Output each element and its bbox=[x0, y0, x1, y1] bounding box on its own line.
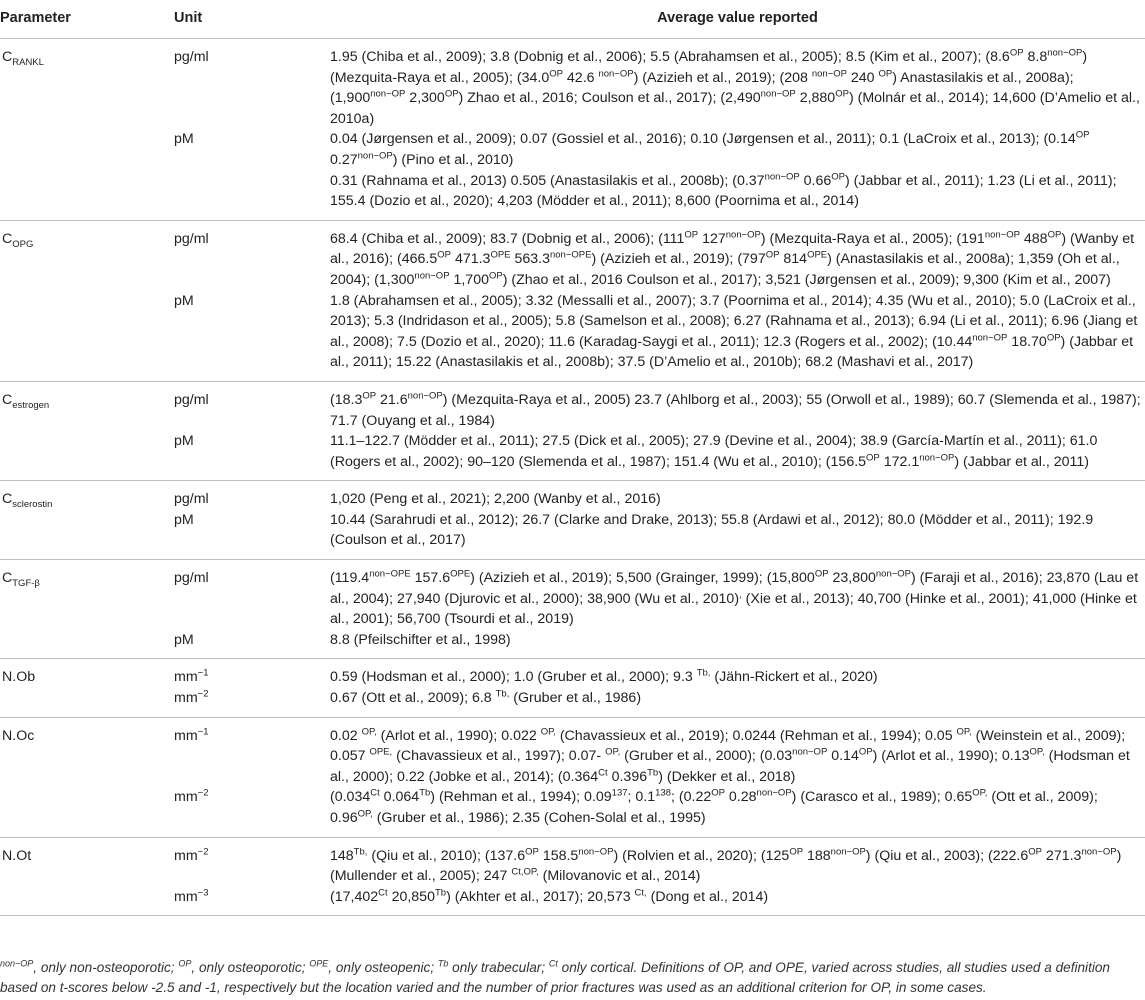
value-cell: ($18.3^{OP}$ $21.6^{non-OP}$) (Mezquita-Raya et al., 2005) 23.7 (Ahlborg et al., 2003); 55 (Orwoll et al., 1989); 60.7 (Slemenda et al., 1987); 71.7 (Ouyang et al., 1984) bbox=[330, 390, 1141, 429]
table-row bbox=[0, 659, 1145, 688]
table-row bbox=[0, 837, 1145, 887]
value-cell: 8.8 (Pfeilschifter et al., 1998) bbox=[330, 630, 1145, 659]
unit-cell: $mm^{-1}$ bbox=[174, 667, 209, 686]
unit-cell: pg/ml bbox=[174, 230, 209, 247]
table-row bbox=[0, 560, 1145, 630]
table-row bbox=[0, 787, 1145, 837]
table-row bbox=[0, 39, 1145, 130]
table-row bbox=[0, 220, 1145, 290]
parameter-cell: N.Ob bbox=[2, 669, 36, 686]
value-cell: 0.04 (Jørgensen et al., 2009); 0.07 (Gossiel et al., 2016); 0.10 (Jørgensen et al., 2011); 0.1 (LaCroix et al., 2013); ($0.14^{OP}$ $0.27^{non-OP}$) (Pino et al., 2010) bbox=[330, 129, 1090, 168]
parameter-cell: $C_{TGF-\beta}$ bbox=[2, 570, 40, 589]
table-body bbox=[0, 39, 1145, 916]
unit-cell: pM bbox=[174, 510, 330, 560]
value-cell: $148^{Tb,}$ (Qiu et al., 2010); ($137.6^{OP}$ $158.5^{non-OP}$) (Rolvien et al., 2020); ($125^{OP}$ $188^{non-OP}$) (Qiu et al., 2003); ($222.6^{OP}$ $271.3^{non-OP}$) (Mullender et al., 2005); 247 $^{Ct,OP,}$ (Milovanovic et al., 2014) bbox=[330, 845, 1122, 885]
parameter-cell: $C_{sclerostin}$ bbox=[2, 491, 53, 511]
parameter-cell bbox=[0, 431, 174, 481]
table-row bbox=[0, 887, 1145, 916]
value-cell: 1,020 (Peng et al., 2021); 2,200 (Wanby et al., 2016) bbox=[330, 491, 661, 508]
parameter-cell: N.Oc bbox=[2, 727, 35, 744]
value-cell: ($17,402^{Ct}$ $20,850^{Tb}$) (Akhter et al., 2017); 20,573 $^{Ct,}$ (Dong et al., 2014) bbox=[330, 887, 1145, 916]
parameter-cell: $C_{RANKL}$ bbox=[2, 49, 44, 68]
unit-cell: pg/ml bbox=[174, 49, 209, 65]
table-row bbox=[0, 129, 1145, 170]
table-row bbox=[0, 717, 1145, 787]
table-row bbox=[0, 481, 1145, 510]
parameter-cell: $C_{estrogen}$ bbox=[2, 391, 50, 411]
header-row bbox=[0, 0, 1145, 39]
table-row bbox=[0, 630, 1145, 659]
unit-cell: $mm^{-2}$ bbox=[174, 787, 330, 837]
unit-cell: pM bbox=[174, 291, 330, 382]
table-row bbox=[0, 431, 1145, 481]
table-row bbox=[0, 381, 1145, 431]
table-row bbox=[0, 171, 1145, 221]
parameter-cell bbox=[0, 171, 174, 221]
unit-cell: pg/ml bbox=[174, 570, 209, 587]
table-row bbox=[0, 688, 1145, 717]
unit-cell: pM bbox=[174, 431, 330, 481]
unit-cell: pM bbox=[174, 630, 330, 659]
unit-cell: pg/ml bbox=[174, 391, 209, 408]
header-unit: Unit bbox=[174, 0, 330, 39]
parameter-cell bbox=[0, 688, 174, 717]
value-cell: 0.59 (Hodsman et al., 2000); 1.0 (Gruber et al., 2000); 9.3 $^{Tb,}$ (Jähn-Rickert et al., 2020) bbox=[330, 667, 878, 686]
header-average-value: Average value reported bbox=[330, 0, 1145, 39]
unit-cell: pM bbox=[174, 131, 194, 148]
unit-cell: $mm^{-1}$ bbox=[174, 725, 209, 744]
table-footnote: $^{non-OP}$, only non-osteoporotic; $^{OP}$, only osteoporotic; $^{OPE}$, only osteopenic; $^{Tb}$ only trabecular; $^{Ct}$ only cortical. Definitions of OP, and OPE, varied across studies, all studies used a definition based on t-scores below -2.5 and -1, respectively but the location varied and the number of prior fractures was used as an additional criterion for OP, in some cases. bbox=[0, 958, 1110, 995]
unit-cell: $mm^{-2}$ bbox=[174, 688, 330, 717]
unit-cell: pg/ml bbox=[174, 491, 209, 508]
header-parameter: Parameter bbox=[0, 0, 174, 39]
value-cell: ($119.4^{non-OPE}$ $157.6^{OPE}$) (Azizieh et al., 2019); 5,500 (Grainger, 1999); ($15,800^{OP}$ $23,800^{non-OP}$) (Faraji et al., 2016); 23,870 (Lau et al., 2004); 27,940 (Djurovic et al., 2000); 38,900 (Wu et al., 2010), (Xie et al., 2013); 40,700 (Hinke et al., 2001); 41,000 (Hinke et al., 2001); 56,700 (Tsourdi et al., 2019) bbox=[330, 568, 1139, 628]
parameter-cell bbox=[0, 887, 174, 916]
parameter-cell: N.Ot bbox=[2, 847, 32, 864]
parameter-cell bbox=[0, 630, 174, 659]
value-cell: 1.95 (Chiba et al., 2009); 3.8 (Dobnig et al., 2006); 5.5 (Abrahamsen et al., 2005); 8.5 (Kim et al., 2007); ($8.6^{OP}$ $8.8^{non-OP}$) (Mezquita-Raya et al., 2005); ($34.0^{OP}$ 42.6 $^{non-OP}$) (Azizieh et al., 2019); (208 $^{non-OP}$ 240 $^{OP}$) Anastasilakis et al., 2008a); ($1,900^{non-OP}$ $2,300^{OP}$) Zhao et al., 2016; Coulson et al., 2017); ($2,490^{non-OP}$ $2,880^{OP}$) (Molnár et al., 2014); 14,600 (D’Amelio et al., 2010a) bbox=[330, 47, 1140, 127]
unit-cell: $mm^{-2}$ bbox=[174, 845, 209, 864]
value-cell: 0.31 (Rahnama et al., 2013) 0.505 (Anastasilakis et al., 2008b); ($0.37^{non-OP}$ $0.66^{OP}$) (Jabbar et al., 2011); 1.23 (Li et al., 2011); 155.4 (Dozio et al., 2020); 4,203 (Mödder et al., 2011); 8,600 (Poornima et al., 2014) bbox=[330, 171, 1145, 221]
parameter-cell: $C_{OPG}$ bbox=[2, 230, 34, 250]
value-cell: ($0.034^{Ct}$ $0.064^{Tb}$) (Rehman et al., 1994); 0.09$^{137}$; $0.1^{138}$; ($0.22^{OP}$ $0.28^{non-OP}$) (Carasco et al., 1989); $0.65^{OP,}$ (Ott et al., 2009); $0.96^{OP,}$ (Gruber et al., 1986); 2.35 (Cohen-Solal et al., 1995) bbox=[330, 787, 1145, 837]
value-cell: 1.8 (Abrahamsen et al., 2005); 3.32 (Messalli et al., 2007); 3.7 (Poornima et al., 2014); 4.35 (Wu et al., 2010); 5.0 (LaCroix et al., 2013); 5.3 (Indridason et al., 2005); 5.8 (Samelson et al., 2008); 6.27 (Rahnama et al., 2013); 6.94 (Li et al., 2011); 6.96 (Jiang et al., 2008); 7.5 (Dozio et al., 2020); 11.6 (Karadag-Saygi et al., 2011); 12.3 (Rogers et al., 2002); ($10.44^{non-OP}$ $18.70^{OP}$) (Jabbar et al., 2011); 15.22 (Anastasilakis et al., 2008b); 37.5 (D’Amelio et al., 2010b); 68.2 (Mashavi et al., 2017) bbox=[330, 291, 1145, 382]
unit-cell bbox=[174, 171, 330, 221]
table-row bbox=[0, 291, 1145, 382]
value-cell: 11.1–122.7 (Mödder et al., 2011); 27.5 (Dick et al., 2005); 27.9 (Devine et al., 2004); 38.9 (García-Martín et al., 2011); 61.0 (Rogers et al., 2002); 90–120 (Slemenda et al., 1987); 151.4 (Wu et al., 2010); ($156.5^{OP}$ $172.1^{non-OP}$) (Jabbar et al., 2011) bbox=[330, 431, 1145, 481]
unit-cell: $mm^{-3}$ bbox=[174, 887, 330, 916]
value-cell: 10.44 (Sarahrudi et al., 2012); 26.7 (Clarke and Drake, 2013); 55.8 (Ardawi et al., 2012); 80.0 (Mödder et al., 2011); 192.9 (Coulson et al., 2017) bbox=[330, 510, 1145, 560]
value-cell: 0.67 (Ott et al., 2009); 6.8 $^{Tb,}$ (Gruber et al., 1986) bbox=[330, 688, 1145, 717]
parameter-cell bbox=[0, 129, 174, 170]
parameter-cell bbox=[0, 510, 174, 560]
parameter-cell bbox=[0, 291, 174, 382]
table-row bbox=[0, 510, 1145, 560]
value-cell: 68.4 (Chiba et al., 2009); 83.7 (Dobnig et al., 2006); ($111^{OP}$ $127^{non-OP}$) (Mezquita-Raya et al., 2005); ($191^{non-OP}$ $488^{OP}$) (Wanby et al., 2016); ($466.5^{OP}$ $471.3^{OPE}$ $563.3^{non-OPE}$) (Azizieh et al., 2019); ($797^{OP}$ $814^{OPE}$) (Anastasilakis et al., 2008a); 1,359 (Oh et al., 2004); ($1,300^{non-OP}$ $1,700^{OP}$) (Zhao et al., 2016 Coulson et al., 2017); 3,521 (Jørgensen et al., 2009); 9,300 (Kim et al., 2007) bbox=[330, 229, 1135, 288]
value-cell: 0.02 $^{OP,}$ (Arlot et al., 1990); 0.022 $^{OP,}$ (Chavassieux et al., 2019); 0.0244 (Rehman et al., 1994); 0.05 $^{OP,}$ (Weinstein et al., 2009); 0.057 $^{OPE,}$ (Chavassieux et al., 1997); 0.07- $^{OP,}$ (Gruber et al., 2000); ($0.03^{non-OP}$ $0.14^{OP}$) (Arlot et al., 1990); $0.13^{OP,}$ (Hodsman et al., 2000); 0.22 (Jobke et al., 2014); ($0.364^{Ct}$ $0.396^{Tb}$) (Dekker et al., 2018) bbox=[330, 725, 1130, 785]
parameter-cell bbox=[0, 787, 174, 837]
